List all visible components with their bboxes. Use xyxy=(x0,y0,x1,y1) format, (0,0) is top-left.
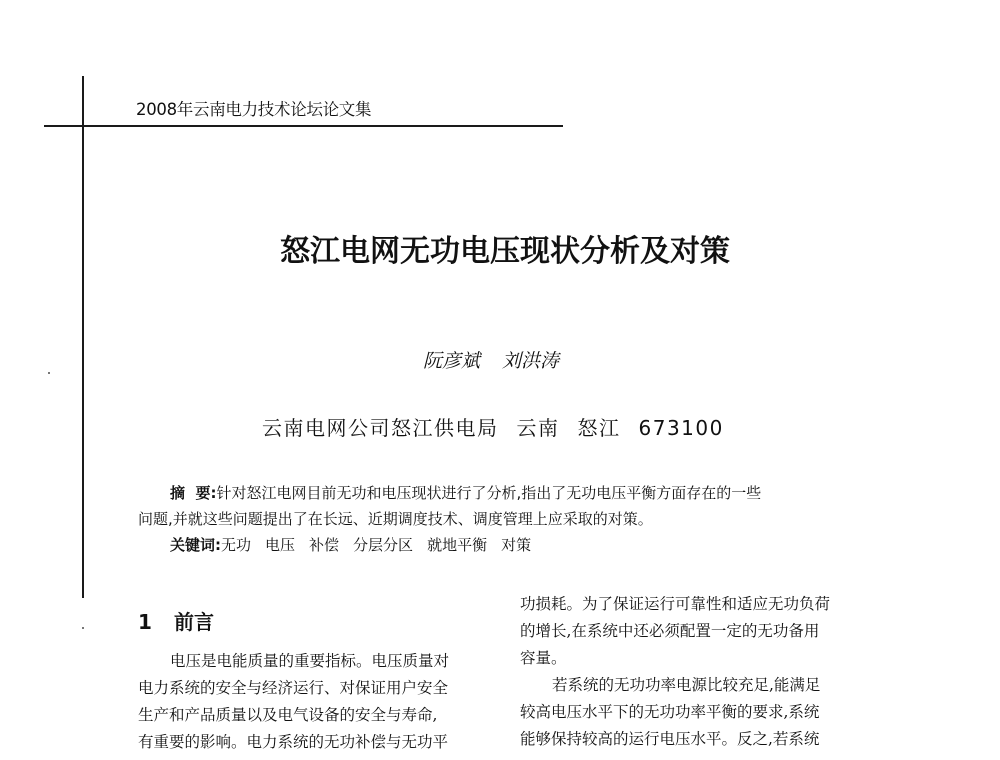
author-name: 刘洪涛 xyxy=(502,350,560,372)
section-number: 1 xyxy=(138,610,152,634)
section-heading xyxy=(138,606,214,635)
affiliation xyxy=(262,412,724,441)
affiliation-province: 云南 xyxy=(516,416,560,440)
affiliation-postcode: 673100 xyxy=(638,416,724,440)
body-line: 电力系统的安全与经济运行、对保证用户安全 xyxy=(138,679,449,697)
affiliation-city: 怒江 xyxy=(577,416,621,440)
body-line: 有重要的影响。电力系统的无功补偿与无功平 xyxy=(138,733,449,751)
body-line: 能够保持较高的运行电压水平。反之,若系统 xyxy=(520,730,820,748)
header-horizontal-rule xyxy=(44,125,563,127)
body-line: 生产和产品质量以及电气设备的安全与寿命, xyxy=(138,706,438,724)
abstract-line xyxy=(138,480,862,506)
body-line: 电压是电能质量的重要指标。电压质量对 xyxy=(170,652,450,670)
affiliation-org: 云南电网公司怒江供电局 xyxy=(262,416,499,440)
abstract-label: 摘 要: xyxy=(170,484,217,502)
keywords-label: 关键词: xyxy=(170,536,221,554)
keyword: 对策 xyxy=(501,536,532,554)
left-column xyxy=(138,648,488,756)
authors xyxy=(423,346,559,373)
author-name: 阮彦斌 xyxy=(423,350,481,372)
keywords-line xyxy=(138,532,862,558)
body-line: 较高电压水平下的无功功率平衡的要求,系统 xyxy=(520,703,820,721)
body-line: 功损耗。为了保证运行可靠性和适应无功负荷 xyxy=(520,595,831,613)
keyword: 分层分区 xyxy=(353,536,414,554)
body-line: 若系统的无功功率电源比较充足,能满足 xyxy=(552,676,821,694)
margin-vertical-rule xyxy=(82,76,84,598)
keyword: 电压 xyxy=(265,536,296,554)
abstract-text: 针对怒江电网目前无功和电压现状进行了分析,指出了无功电压平衡方面存在的一些 xyxy=(216,484,762,502)
right-column xyxy=(520,591,865,753)
keyword: 无功 xyxy=(221,536,252,554)
body-line: 的增长,在系统中还必须配置一定的无功备用 xyxy=(520,622,820,640)
scan-speck xyxy=(82,627,84,629)
section-title: 前言 xyxy=(174,610,214,634)
body-line: 容量。 xyxy=(520,649,567,667)
scan-speck xyxy=(48,372,50,374)
abstract-block xyxy=(138,480,862,558)
running-head: 2008年云南电力技术论坛论文集 xyxy=(136,100,372,119)
paper-title: 怒江电网无功电压现状分析及对策 xyxy=(280,234,730,269)
keyword: 补偿 xyxy=(309,536,340,554)
keyword: 就地平衡 xyxy=(427,536,488,554)
abstract-line: 问题,并就这些问题提出了在长远、近期调度技术、调度管理上应采取的对策。 xyxy=(138,510,653,528)
